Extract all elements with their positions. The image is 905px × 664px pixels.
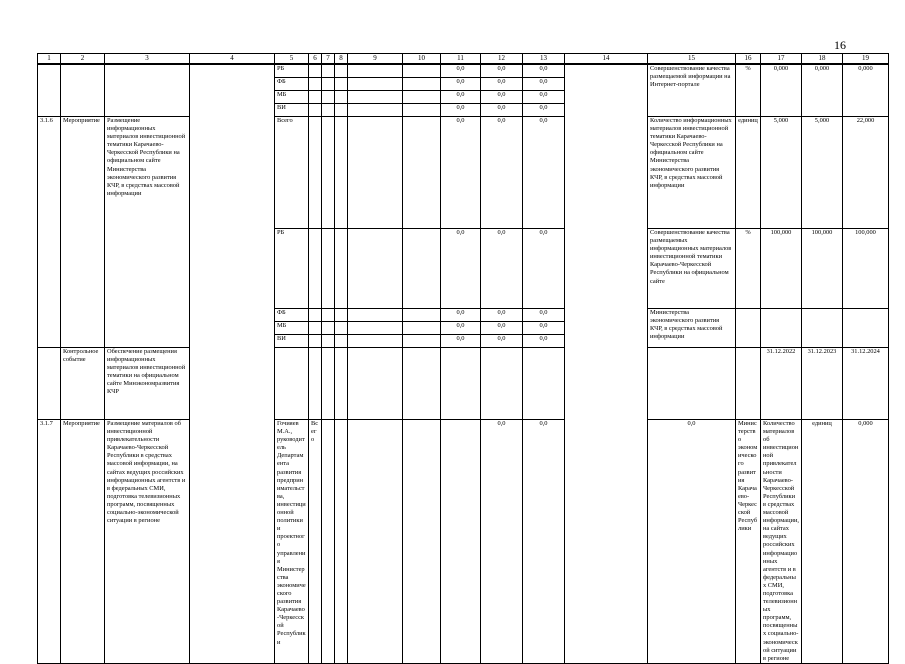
source-cell: МБ bbox=[275, 322, 309, 335]
col-header: 2 bbox=[61, 54, 105, 65]
indicator-cell: Совершенствование качества размещаемой информации на Интернет-портале bbox=[648, 64, 736, 117]
item-name: Размещение материалов об инвестиционной привлекательности Карачаево-Черкесской Республики в средствах массовой информации, на сайтах ведущих российских информационных агентств и в федеральных СМИ, подготовка телевизионных программ, посвященных социально-экономической ситуации в регионе bbox=[105, 420, 190, 664]
value-cell: 0,0 bbox=[523, 104, 565, 117]
col-header: 14 bbox=[565, 54, 648, 65]
value-2024: 100,000 bbox=[843, 229, 889, 309]
indicator-cell: Совершенствование качества размещаемых информационных материалов инвестиционной тематики Карачаево-Черкесской Республики на официальном сайте bbox=[648, 229, 736, 309]
value-2022: 100,000 bbox=[761, 229, 802, 309]
program-table bbox=[37, 53, 889, 664]
col-header: 1 bbox=[38, 54, 61, 65]
value-cell: 0,0 bbox=[523, 91, 565, 104]
item-number: 3.1.7 bbox=[38, 420, 61, 664]
value-2023: 100,000 bbox=[802, 229, 843, 309]
header-row bbox=[38, 54, 889, 65]
value-cell: 0,0 bbox=[523, 322, 565, 335]
source-cell: МБ bbox=[275, 91, 309, 104]
indicator-cell: Количество материалов об инвестиционной привлекательности Карачаево-Черкесской Республики в средствах массовой информации, на сайтах ведущих российских информационных агентств и в федеральных СМИ, подготовка телевизионных программ, посвященных социально-экономической ситуации в регионе bbox=[761, 420, 802, 664]
unit-cell: % bbox=[736, 64, 761, 117]
unit-cell: единиц bbox=[802, 420, 843, 664]
value-2022: 0,000 bbox=[761, 64, 802, 117]
value-cell: 0,0 bbox=[441, 309, 481, 322]
indicator-cell: Министерства экономического развития КЧР, в средствах массовой информации bbox=[648, 309, 736, 348]
value-cell: 0,0 bbox=[523, 335, 565, 348]
value-2022: 5,000 bbox=[761, 117, 802, 229]
value-cell: 0,0 bbox=[648, 420, 736, 664]
value-cell: 0,0 bbox=[441, 117, 481, 229]
executor-cell: Министерство экономического развития Карачаево-Черкесской Республики bbox=[736, 420, 761, 664]
item-number: 3.1.6 bbox=[38, 117, 61, 348]
value-cell: 0,0 bbox=[441, 104, 481, 117]
col-header: 7 bbox=[322, 54, 335, 65]
item-type: Мероприятие bbox=[61, 420, 105, 664]
source-cell: ВИ bbox=[275, 335, 309, 348]
value-cell: 0,0 bbox=[523, 78, 565, 91]
source-cell: ФБ bbox=[275, 309, 309, 322]
page-number: 16 bbox=[834, 38, 846, 52]
responsible-cell: Гочияев М.А., руководитель Департамента развития предпринимательства, инвестиционной политики и проектного управления Министерства экономического развития Карачаево-Черкесской Республики bbox=[275, 420, 309, 664]
table-row bbox=[38, 64, 889, 78]
value-cell: 0,0 bbox=[441, 78, 481, 91]
value-cell: 0,0 bbox=[441, 322, 481, 335]
source-cell: РБ bbox=[275, 64, 309, 78]
indicator-cell: Количество информационных материалов инвестиционной тематики Карачаево-Черкесской Республики на официальном сайте Министерства экономического развития КЧР, в средствах массовой информации bbox=[648, 117, 736, 229]
col-header: 11 bbox=[441, 54, 481, 65]
table-row bbox=[38, 420, 889, 664]
value-cell: 0,0 bbox=[523, 229, 565, 309]
date-2022: 31.12.2022 bbox=[761, 348, 802, 420]
col-header: 12 bbox=[481, 54, 523, 65]
value-cell: 0,0 bbox=[523, 420, 565, 664]
value-cell: 0,0 bbox=[523, 117, 565, 229]
col-header: 8 bbox=[335, 54, 348, 65]
value-cell: 0,0 bbox=[481, 117, 523, 229]
value-cell: 0,0 bbox=[481, 309, 523, 322]
event-type: Контрольное событие bbox=[61, 348, 105, 420]
unit-cell: единиц bbox=[736, 117, 761, 229]
col-header: 9 bbox=[348, 54, 403, 65]
col-header: 13 bbox=[523, 54, 565, 65]
col-header: 4 bbox=[190, 54, 275, 65]
value-2022: 0,000 bbox=[843, 420, 889, 664]
col-header: 3 bbox=[105, 54, 190, 65]
value-cell: 0,0 bbox=[481, 335, 523, 348]
value-cell: 0,0 bbox=[481, 229, 523, 309]
value-cell: 0,0 bbox=[481, 78, 523, 91]
item-name: Размещение информационных материалов инвестиционной тематики Карачаево-Черкесской Республики на официальном сайте Министерства экономического развития КЧР, в средствах массовой информации bbox=[105, 117, 190, 348]
value-2024: 0,000 bbox=[843, 64, 889, 117]
col-header: 19 bbox=[843, 54, 889, 65]
col-header: 10 bbox=[403, 54, 441, 65]
item-type: Мероприятие bbox=[61, 117, 105, 348]
value-cell: 0,0 bbox=[441, 91, 481, 104]
value-2024: 22,000 bbox=[843, 117, 889, 229]
source-cell: ФБ bbox=[275, 78, 309, 91]
value-cell: 0,0 bbox=[523, 309, 565, 322]
col-header: 17 bbox=[761, 54, 802, 65]
value-cell: 0,0 bbox=[441, 229, 481, 309]
value-cell: 0,0 bbox=[481, 420, 523, 664]
table-row bbox=[38, 348, 889, 420]
col-header: 6 bbox=[309, 54, 322, 65]
source-cell: ВИ bbox=[275, 104, 309, 117]
value-cell: 0,0 bbox=[481, 91, 523, 104]
source-cell: РБ bbox=[275, 229, 309, 309]
executor-cell bbox=[565, 64, 648, 663]
unit-cell: % bbox=[736, 229, 761, 309]
value-cell: 0,0 bbox=[481, 322, 523, 335]
value-cell: 0,0 bbox=[441, 335, 481, 348]
col-header: 16 bbox=[736, 54, 761, 65]
value-2023: 5,000 bbox=[802, 117, 843, 229]
col-header: 15 bbox=[648, 54, 736, 65]
value-cell: 0,0 bbox=[481, 104, 523, 117]
event-name: Обеспечение размещения информационных материалов инвестиционной тематики на официальном сайте Минэкономразвития КЧР bbox=[105, 348, 190, 420]
date-2024: 31.12.2024 bbox=[843, 348, 889, 420]
col-header: 5 bbox=[275, 54, 309, 65]
value-cell: 0,0 bbox=[441, 64, 481, 78]
source-cell: Всего bbox=[275, 117, 309, 229]
value-cell: 0,0 bbox=[523, 64, 565, 78]
table-row bbox=[38, 117, 889, 229]
responsible-cell bbox=[190, 64, 275, 663]
value-2023: 0,000 bbox=[802, 64, 843, 117]
source-cell: Всего bbox=[309, 420, 322, 664]
value-cell: 0,0 bbox=[481, 64, 523, 78]
date-2023: 31.12.2023 bbox=[802, 348, 843, 420]
col-header: 18 bbox=[802, 54, 843, 65]
